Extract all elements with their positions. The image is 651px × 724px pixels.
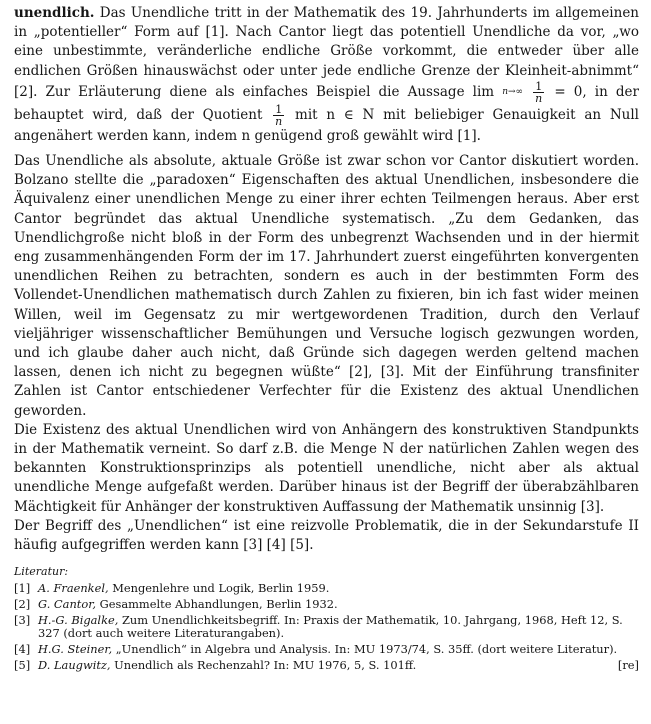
entry-term: unendlich. [14, 5, 95, 21]
fraction [273, 104, 284, 127]
limit-subscript: n→∞ [502, 87, 524, 98]
literature-section [14, 565, 639, 672]
literature-author: H.G. Steiner, [38, 642, 113, 657]
literature-title: Unendlich als Rechenzahl? In: MU 1976, 5, S. 101ff. [114, 658, 417, 673]
paragraph-actual-infinity [14, 152, 639, 555]
fraction [533, 81, 544, 104]
fraction-numerator: 1 [533, 81, 544, 93]
literature-author: A. Fraenkel, [38, 581, 109, 596]
literature-number: [4] [14, 642, 31, 657]
paragraph-text: = 0, in der behauptet wird, daß der Quotient [14, 83, 639, 123]
literature-author: G. Cantor, [38, 597, 97, 612]
literature-number: [1] [14, 581, 31, 596]
lexicon-page [14, 4, 639, 675]
literature-title: Mengenlehre und Logik, Berlin 1959. [112, 581, 330, 596]
author-signature: [re] [617, 658, 639, 673]
literature-item [14, 582, 639, 595]
paragraph-text: mit n ∈ N mit beliebiger Genauigkeit an Null angenähert werden kann, indem n genügend groß gewählt wird [1]. [14, 106, 639, 144]
literature-number: [5] [14, 658, 31, 673]
literature-item [14, 659, 639, 672]
fraction-denominator: n [275, 114, 283, 128]
literature-title: Zum Unendlichkeitsbegriff. In: Praxis der Mathematik, 10. Jahrgang, 1968, Heft 12, S. 327 (dort auch weitere Literaturangaben). [38, 613, 623, 641]
literature-title: „Unendlich“ in Algebra und Analysis. In: MU 1973/74, S. 35ff. (dort weitere Literatur). [115, 642, 618, 657]
literature-title: Gesammelte Abhandlungen, Berlin 1932. [99, 597, 338, 612]
literature-item [14, 598, 639, 611]
literature-number: [2] [14, 597, 31, 612]
literature-heading: Literatur: [14, 565, 69, 579]
fraction-numerator: 1 [273, 104, 284, 116]
paragraph-text: Das Unendliche tritt in der Mathematik des 19. Jahrhunderts im allgemeinen in „potentieller“ Form auf [1]. Nach Cantor liegt das potentiell Unendliche da vor, „wo eine unbestimmte, veränderliche endliche Größe vorkommt, die entweder über alle endlichen Größen hinauswächst oder unter jede endliche Grenze der Kleinheit-abnimmt“ [2]. Zur Erläuterung diene als einfaches Beispiel die Aussage lim [14, 5, 640, 100]
paragraph-text: Der Begriff des „Unendlichen“ ist eine reizvolle Problematik, die in der Sekundarstufe II häufig aufgegriffen werden kann [3] [4] [5]. [14, 517, 639, 554]
literature-author: D. Laugwitz, [38, 658, 111, 673]
literature-number: [3] [14, 613, 31, 628]
literature-item [14, 643, 639, 656]
limit-operator [502, 86, 523, 98]
paragraph-definition [14, 4, 639, 146]
paragraph-text: Das Unendliche als absolute, aktuale Größe ist zwar schon vor Cantor diskutiert worden. Bolzano stellte die „paradoxen“ Eigenschaften des aktual Unendlichen, insbesondere die Äquivalenz einer unendlichen Menge zu einer ihrer echten Teilmengen heraus. Aber erst Cantor begründet das aktual Unendliche systematisch. „Zu dem Gedanken, das Unendlichgroße nicht bloß in der Form des unbegrenzt Wachsenden und in der hiermit eng zusammenhängenden Form der im 17. Jahrhundert zuerst eingeführten konvergenten unendlichen Reihen zu betrachten, sondern es auch in der bestimmten Form des Vollendet-Unendlichen mathematisch durch Zahlen zu fixieren, bin ich fast wider meinen Willen, weil im Gegensatz zu mir wertgewordenen Tradition, durch den Verlauf vieljähriger wissenschaftlicher Bemühungen und Versuche logisch gezwungen worden, und ich glaube daher auch nicht, daß Gründe sich dagegen werden geltend machen lassen, denen ich nicht zu begegnen wüßte“ [2], [3]. Mit der Einführung transfiniter Zahlen ist Cantor entschiedener Verfechter für die Existenz des aktual Unendlichen geworden. [14, 153, 639, 419]
paragraph-text: Die Existenz des aktual Unendlichen wird von Anhängern des konstruktiven Standpunkts in der Mathematik verneint. So darf z.B. die Menge N der natürlichen Zahlen wegen des bekannten Konstruktionsprinzips als potentiell unendliche, nicht aber als aktual unendliche Menge aufgefaßt werden. Darüber hinaus ist der Begriff der überabzählbaren Mächtigkeit für Anhänger der konstruktiven Auffassung der Mathematik unsinnig [3]. [14, 421, 639, 515]
literature-item [14, 614, 639, 640]
literature-author: H.-G. Bigalke, [38, 613, 119, 628]
fraction-denominator: n [535, 91, 543, 105]
